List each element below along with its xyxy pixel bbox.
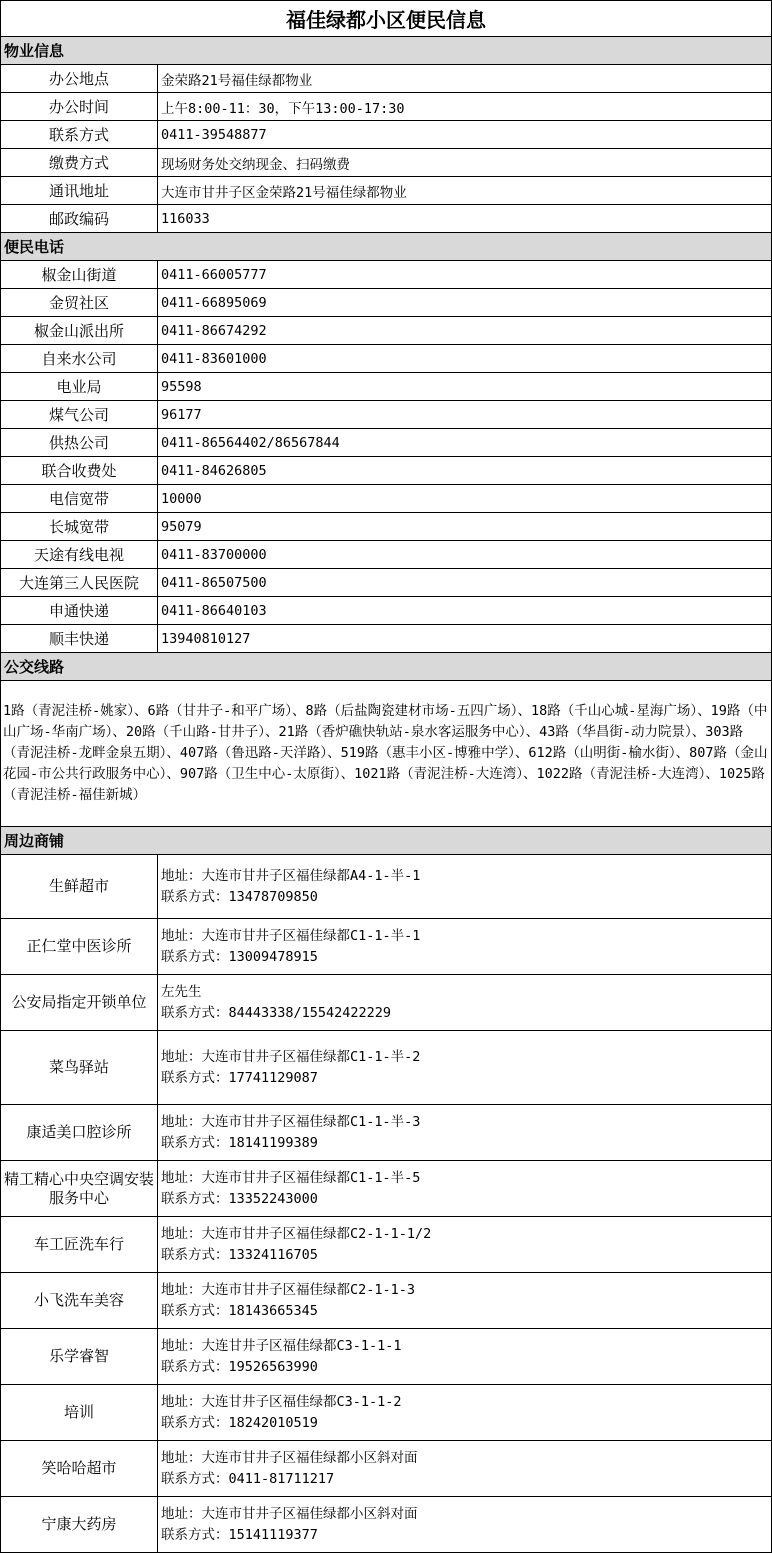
shop-address: 地址：大连市甘井子区福佳绿都A4-1-半-1 <box>161 867 421 884</box>
table-row <box>1 541 772 569</box>
row-label: 联合收费处 <box>1 457 158 485</box>
shop-name: 乐学睿智 <box>1 1329 158 1385</box>
row-label: 天途有线电视 <box>1 541 158 569</box>
row-label: 办公地点 <box>1 65 158 93</box>
row-value: 0411-86507500 <box>158 569 772 597</box>
row-value: 10000 <box>158 485 772 513</box>
table-row <box>1 93 772 121</box>
shop-address: 地址：大连市甘井子区福佳绿都C1-1-半-2 <box>161 1048 421 1065</box>
row-label: 缴费方式 <box>1 149 158 177</box>
row-value: 0411-86674292 <box>158 317 772 345</box>
row-value: 0411-86640103 <box>158 597 772 625</box>
row-value: 0411-39548877 <box>158 121 772 149</box>
shop-name: 正仁堂中医诊所 <box>1 919 158 975</box>
table-row <box>1 1161 772 1217</box>
table-row <box>1 975 772 1031</box>
table-row <box>1 345 772 373</box>
row-value: 0411-83700000 <box>158 541 772 569</box>
table-row <box>1 855 772 919</box>
table-row <box>1 261 772 289</box>
shop-name: 车工匠洗车行 <box>1 1217 158 1273</box>
row-value: 上午8:00-11：30，下午13:00-17:30 <box>158 93 772 121</box>
shop-name: 小飞洗车美容 <box>1 1273 158 1329</box>
shop-info <box>158 1385 772 1441</box>
shop-info <box>158 855 772 919</box>
shop-address: 地址：大连市甘井子区福佳绿都C1-1-半-5 <box>161 1169 421 1186</box>
table-row <box>1 1105 772 1161</box>
table-row <box>1 919 772 975</box>
table-row <box>1 429 772 457</box>
row-value: 13940810127 <box>158 625 772 653</box>
row-value: 96177 <box>158 401 772 429</box>
bus-routes-text: 1路（青泥洼桥-姚家）、6路（甘井子-和平广场）、8路（后盐陶瓷建材市场-五四广场）、18路（千山心城-星海广场）、19路（中山广场-华南广场）、20路（千山路-甘井子）、21路（香炉礁快轨站-泉水客运服务中心）、43路（华昌街-动力院景）、303路（青泥洼桥-龙畔金泉五期）、407路（鲁迅路-天洋路）、519路（惠丰小区-博雅中学）、612路（山明街-榆水街）、807路（金山花园-市公共行政服务中心）、907路（卫生中心-太原街）、1021路（青泥洼桥-大连湾）、1022路（青泥洼桥-大连湾）、1025路（青泥洼桥-福佳新城） <box>1 681 772 827</box>
row-value: 现场财务处交纳现金、扫码缴费 <box>158 149 772 177</box>
shop-name: 宁康大药房 <box>1 1497 158 1553</box>
table-row <box>1 289 772 317</box>
table-row <box>1 485 772 513</box>
shop-address: 地址：大连市甘井子区福佳绿都C2-1-1-3 <box>161 1281 416 1298</box>
shop-contact: 联系方式：18141199389 <box>161 1134 318 1151</box>
row-value: 95598 <box>158 373 772 401</box>
shop-address: 地址：大连甘井子区福佳绿都C3-1-1-1 <box>161 1337 402 1354</box>
shop-name: 菜鸟驿站 <box>1 1031 158 1105</box>
shop-contact: 联系方式：0411-81711217 <box>161 1470 335 1487</box>
row-value: 116033 <box>158 205 772 233</box>
shop-contact: 联系方式：19526563990 <box>161 1358 318 1375</box>
row-label: 电业局 <box>1 373 158 401</box>
page-title: 福佳绿都小区便民信息 <box>1 1 772 37</box>
table-row <box>1 121 772 149</box>
row-label: 电信宽带 <box>1 485 158 513</box>
table-row <box>1 177 772 205</box>
shop-address: 地址：大连甘井子区福佳绿都C3-1-1-2 <box>161 1393 402 1410</box>
table-row <box>1 625 772 653</box>
table-row <box>1 317 772 345</box>
shop-address: 地址：大连市甘井子区福佳绿都小区斜对面 <box>161 1449 418 1466</box>
row-label: 通讯地址 <box>1 177 158 205</box>
shop-info <box>158 1441 772 1497</box>
shop-info <box>158 1105 772 1161</box>
shop-info <box>158 975 772 1031</box>
row-label: 办公时间 <box>1 93 158 121</box>
shop-address: 地址：大连市甘井子区福佳绿都小区斜对面 <box>161 1505 418 1522</box>
row-value: 0411-83601000 <box>158 345 772 373</box>
row-value: 95079 <box>158 513 772 541</box>
row-value: 0411-66005777 <box>158 261 772 289</box>
shop-info <box>158 1031 772 1105</box>
table-row <box>1 1497 772 1553</box>
table-row <box>1 401 772 429</box>
shop-contact: 联系方式：13352243000 <box>161 1190 318 1207</box>
table-row <box>1 1031 772 1105</box>
shop-info <box>158 1273 772 1329</box>
section-heading-phones: 便民电话 <box>1 233 772 261</box>
row-value: 金荣路21号福佳绿都物业 <box>158 65 772 93</box>
row-label: 申通快递 <box>1 597 158 625</box>
section-heading-property: 物业信息 <box>1 37 772 65</box>
section-heading-shops: 周边商铺 <box>1 827 772 855</box>
table-row <box>1 597 772 625</box>
shop-name: 生鲜超市 <box>1 855 158 919</box>
shop-info <box>158 1217 772 1273</box>
shop-info <box>158 1161 772 1217</box>
table-row <box>1 1273 772 1329</box>
table-row <box>1 1217 772 1273</box>
section-heading-bus: 公交线路 <box>1 653 772 681</box>
table-row <box>1 65 772 93</box>
shop-name: 培训 <box>1 1385 158 1441</box>
row-label: 煤气公司 <box>1 401 158 429</box>
table-row <box>1 513 772 541</box>
shop-name: 精工精心中央空调安装服务中心 <box>1 1161 158 1217</box>
table-row <box>1 205 772 233</box>
shop-info <box>158 1497 772 1553</box>
row-label: 长城宽带 <box>1 513 158 541</box>
row-label: 大连第三人民医院 <box>1 569 158 597</box>
shop-info <box>158 919 772 975</box>
row-label: 自来水公司 <box>1 345 158 373</box>
row-value: 0411-84626805 <box>158 457 772 485</box>
row-label: 邮政编码 <box>1 205 158 233</box>
row-label: 顺丰快递 <box>1 625 158 653</box>
table-row <box>1 569 772 597</box>
row-value: 0411-66895069 <box>158 289 772 317</box>
shop-contact: 联系方式：84443338/15542422229 <box>161 1004 392 1021</box>
shop-name: 笑哈哈超市 <box>1 1441 158 1497</box>
row-label: 供热公司 <box>1 429 158 457</box>
shop-address: 地址：大连市甘井子区福佳绿都C1-1-半-3 <box>161 1113 421 1130</box>
shop-name: 公安局指定开锁单位 <box>1 975 158 1031</box>
row-label: 椒金山派出所 <box>1 317 158 345</box>
shop-contact: 联系方式：18143665345 <box>161 1302 318 1319</box>
table-row <box>1 1385 772 1441</box>
table-row <box>1 149 772 177</box>
row-label: 椒金山街道 <box>1 261 158 289</box>
shop-address: 地址：大连市甘井子区福佳绿都C2-1-1-1/2 <box>161 1225 432 1242</box>
row-label: 联系方式 <box>1 121 158 149</box>
shop-contact: 联系方式：13478709850 <box>161 888 318 905</box>
shop-contact: 联系方式：18242010519 <box>161 1414 318 1431</box>
row-label: 金贸社区 <box>1 289 158 317</box>
table-row <box>1 1441 772 1497</box>
shop-contact: 联系方式：13009478915 <box>161 948 318 965</box>
shop-address: 地址：大连市甘井子区福佳绿都C1-1-半-1 <box>161 927 421 944</box>
row-value: 大连市甘井子区金荣路21号福佳绿都物业 <box>158 177 772 205</box>
table-row <box>1 373 772 401</box>
shop-contact: 联系方式：15141119377 <box>161 1526 318 1543</box>
row-value: 0411-86564402/86567844 <box>158 429 772 457</box>
table-row <box>1 457 772 485</box>
shop-contact: 联系方式：13324116705 <box>161 1246 318 1263</box>
shop-name: 康适美口腔诊所 <box>1 1105 158 1161</box>
shop-info <box>158 1329 772 1385</box>
table-row <box>1 1329 772 1385</box>
shop-address: 左先生 <box>161 983 202 1000</box>
shop-contact: 联系方式：17741129087 <box>161 1069 318 1086</box>
